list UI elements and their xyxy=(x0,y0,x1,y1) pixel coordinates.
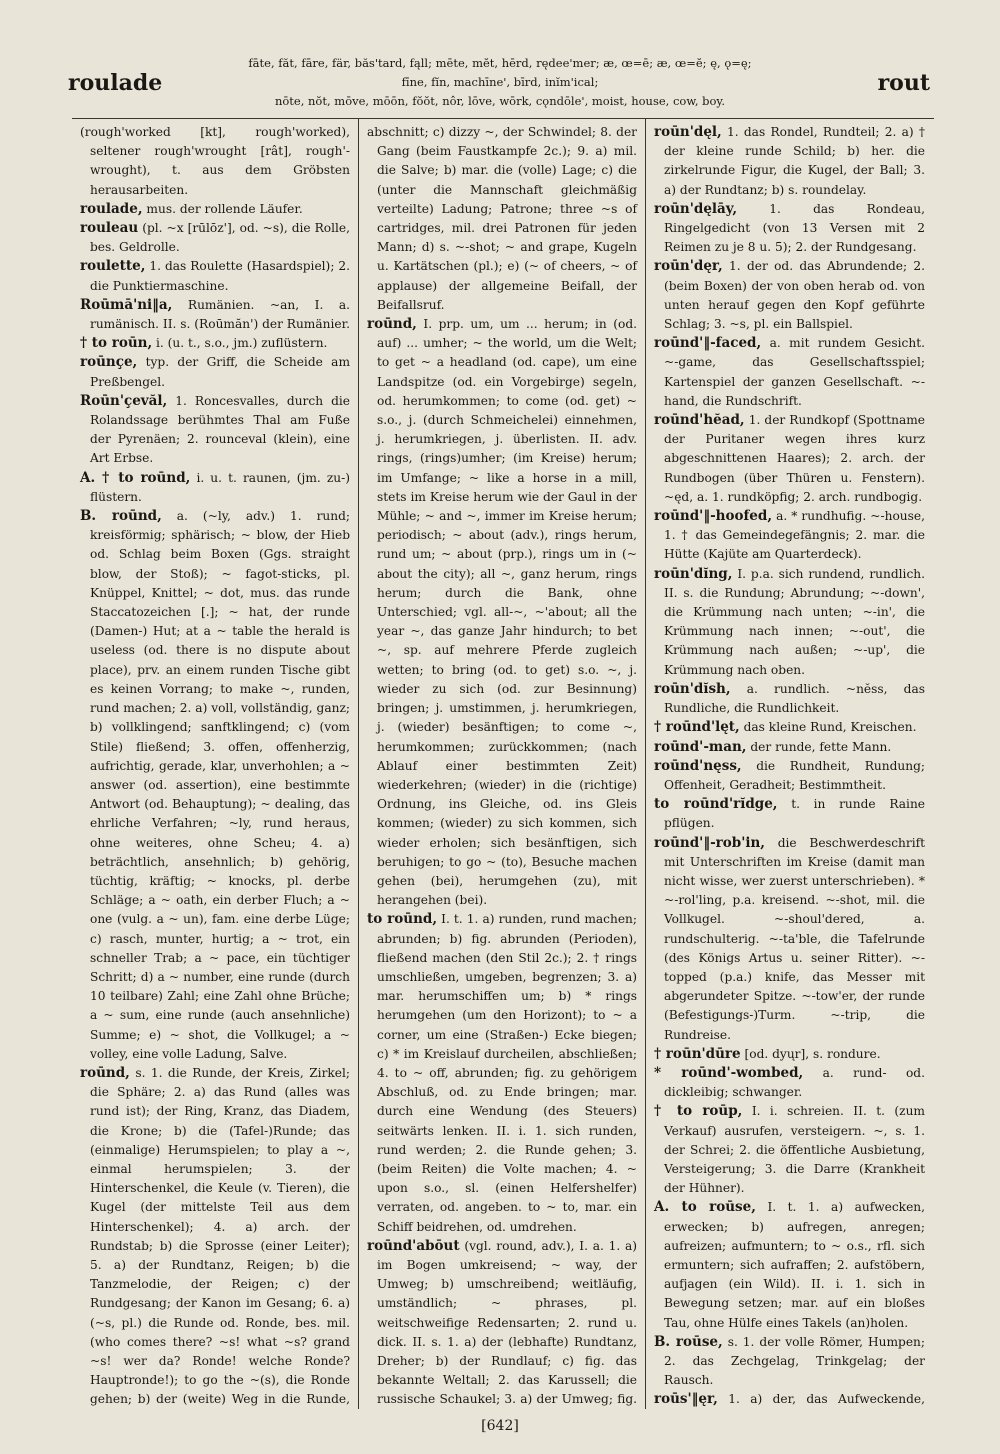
column-3 xyxy=(646,119,933,1409)
column-1 xyxy=(72,119,359,1409)
column-2 xyxy=(359,119,646,1409)
entry-text: a. rundlich. ~nĕss, das Rundliche, die Rundlichkeit. xyxy=(664,681,925,716)
entry-text: (rough'worked [kt], rough'worked), seltener rough'wrought [rât], rough'-wrought), t. aus dem Gröbsten herausarbeiten. xyxy=(80,125,350,197)
dictionary-columns xyxy=(72,118,934,1409)
entry-headword: A. † to roūnd, xyxy=(80,469,191,486)
dictionary-entry xyxy=(367,315,637,910)
entry-text: a. mit rundem Gesicht. ~-game, das Gesellschaftsspiel; Kartenspiel der ganzen Gesellschaft. ~-hand, die Rundschrift. xyxy=(664,336,925,408)
page-number: [642] xyxy=(481,1418,519,1434)
dictionary-entry xyxy=(80,296,350,334)
entry-headword: roūnçe, xyxy=(80,354,138,371)
dictionary-entry xyxy=(80,123,350,200)
entry-headword: † roūnd'lęt, xyxy=(654,719,740,736)
dictionary-entry xyxy=(367,1237,637,1409)
entry-headword: to roūnd'rĭdge, xyxy=(654,796,778,813)
entry-headword: † to roūn, xyxy=(80,335,153,352)
dictionary-entry xyxy=(654,123,925,200)
dictionary-entry xyxy=(80,469,350,507)
dictionary-entry xyxy=(654,411,925,507)
dictionary-entry xyxy=(80,507,350,1064)
pronunciation-key-line: fīne, fĭn, machīne', bīrd, inĭm'ical; xyxy=(401,75,599,89)
entry-text: 1. a) der, das Aufweckende, xyxy=(728,1392,926,1407)
entry-headword: roūn'dęl, xyxy=(654,124,722,140)
dictionary-entry xyxy=(367,123,637,315)
dictionary-entry xyxy=(654,1198,925,1332)
entry-text: s. 1. die Runde, der Kreis, Zirkel; die Sphäre; 2. a) das Rund (alles was rund ist); der Ring, Kranz, das Diadem, die Krone; b) die (Tafel-)Runde; das (einmalige) Herumspielen; to play a ~, einmal herumspielen; 3. der Hinterschenkel, die Keule (v. Tieren), die Kugel (der mittelste Teil aus dem Hinterschenkel); 4. a) arch. der Rundstab; b) die Sprosse (einer Leiter); 5. a) der Rundtanz, Reigen; b) die Tanzmelodie, der Reigen; c) der Rundgesang; der Kanon im Gesang; 6. a) (~s, pl.) die Runde od. Ronde, bes. mil. (who comes there? ~s! what ~s? grand ~s! wer da? Ronde! welche Ronde? Hauptronde!); to go the ~(s), die Ronde gehen; b) der (weite) Weg in die Runde, xyxy=(90,1065,351,1407)
entry-headword: B. roūse, xyxy=(654,1333,723,1350)
dictionary-entry xyxy=(80,200,350,219)
entry-headword: roūnd'‖-hoofed, xyxy=(654,508,773,525)
dictionary-entry xyxy=(654,1102,925,1198)
dictionary-entry xyxy=(654,1333,925,1391)
dictionary-entry xyxy=(80,219,350,257)
entry-text: t. in runde Raine pflügen. xyxy=(664,797,926,831)
dictionary-entry xyxy=(654,334,925,411)
entry-headword: * roūnd'-wombed, xyxy=(654,1064,804,1081)
pronunciation-key-line: nōte, nŏt, mōve, mōōn, fŏŏt, nôr, lōve, wōrk, cǫndōle', moist, house, cow, boy. xyxy=(274,94,726,108)
entry-text: a. rund- od. dickleibig; schwanger. xyxy=(664,1065,925,1100)
entry-text: 1. der Rundkopf (Spottname der Puritaner wegen ihres kurz abgeschnittenen Haares); 2. arch. der Rundbogen (über Thüren u. Fenstern). ~ęd, a. 1. rundköpfig; 2. arch. rundbogig. xyxy=(664,413,926,504)
entry-headword: Roūn'çevăl, xyxy=(80,392,168,409)
entry-text: 1. das Roulette (Hasardspiel); 2. die Punktiermaschine. xyxy=(90,259,351,293)
entry-headword: roūs'‖ęr, xyxy=(654,1391,718,1408)
dictionary-entry xyxy=(80,392,350,469)
entry-text: I. t. 1. a) aufwecken, erwecken; b) aufregen, anregen; aufreizen; aufmuntern; to ~ o.s., rfl. sich ermuntern; sich aufraffen; 2. aufstöbern, aufjagen (ein Wild). II. i. 1. sich in Bewegung setzen; mar. auf ein bloßes Tau, ohne Hülfe eines Takels (an)holen. xyxy=(664,1200,926,1330)
dictionary-entry xyxy=(654,200,925,258)
entry-headword: roūnd'-man, xyxy=(654,738,747,755)
dictionary-entry xyxy=(654,795,925,833)
entry-text: die Rundheit, Rundung; Offenheit, Geradheit; Bestimmtheit. xyxy=(664,758,925,792)
entry-headword: B. roūnd, xyxy=(80,508,162,525)
entry-headword: † to roūp, xyxy=(654,1103,743,1120)
entry-headword: roūn'dĭng, xyxy=(654,565,733,582)
entry-text: mus. der rollende Läufer. xyxy=(146,201,303,216)
entry-text: I. p.a. sich rundend, rundlich. II. s. die Rundung; Abrundung; ~-down', die Krümmung nach unten; ~-in', die Krümmung nach innen; ~-out', die Krümmung nach außen; ~-up', die Krümmung nach oben. xyxy=(664,566,925,677)
dictionary-entry xyxy=(654,1064,925,1102)
entry-headword: roūnd'nęss, xyxy=(654,757,742,774)
dictionary-entry xyxy=(367,910,637,1236)
entry-text: 1. das Rondel, Rundteil; 2. a) † der kleine runde Schild; b) her. die zirkelrunde Figur, die Kugel, der Ball; 3. a) der Rundtanz; b) s. roundelay. xyxy=(664,125,925,197)
entry-headword: Roūmā'ni‖a, xyxy=(80,296,173,313)
entry-text: typ. der Griff, die Scheide am Preßbengel. xyxy=(90,355,350,389)
entry-headword: A. to roūse, xyxy=(654,1199,756,1216)
entry-headword: roūn'dęr, xyxy=(654,258,723,275)
pronunciation-key-line: fāte, făt, fāre, fär, băs'tard, fąll; mēte, mĕt, hērd, rędee'mer; æ, œ=ē; æ, œ=ĕ; ę, ǫ=ę; xyxy=(248,56,752,70)
entry-text: (pl. ~x [rūlōz'], od. ~s), die Rolle, bes. Geldrolle. xyxy=(90,221,350,255)
entry-text: 1. Roncesvalles, durch die Rolandssage berühmtes Thal am Fuße der Pyrenäen; 2. rounceval (klein), eine Art Erbse. xyxy=(90,393,351,466)
entry-text: abschnitt; c) dizzy ~, der Schwindel; 8. der Gang (beim Faustkampfe 2c.); 9. a) mil. die Salve; b) mar. die (volle) Lage; c) die (unter die Mannschaft gleichmäßig verteilte) Ladung; Patrone; three ~s of cartridges, mil. drei Patronen für jeden Mann; d) s. ~-shot; ~ and grape, Kugeln u. Kartätschen (pl.); e) (~ of cheers, ~ of applause) der allgemeine Beifall, der Beifallsruf. xyxy=(367,125,637,312)
entry-headword: roūnd, xyxy=(80,1064,130,1081)
entry-text: 1. der od. das Abrundende; 2. (beim Boxen) der von oben herab od. von unten herauf gegen den Kopf geführte Schlag; 3. ~s, pl. ein Ballspiel. xyxy=(664,259,926,332)
dictionary-entry xyxy=(80,353,350,391)
entry-headword: roulette, xyxy=(80,258,146,275)
entry-headword: roūnd'abōut xyxy=(367,1237,460,1254)
dictionary-entry xyxy=(80,334,350,353)
entry-text: I. i. schreien. II. t. (zum Verkauf) ausrufen, versteigern. ~, s. 1. der Schrei; 2. die öffentliche Ausbietung, Versteigerung; 3. die Darre (Krankheit der Hühner). xyxy=(664,1104,925,1196)
entry-text: (vgl. round, adv.), I. a. 1. a) im Bogen umkreisend; ~ way, der Umweg; b) umschreibend; weitläufig, umständlich; ~ phrases, pl. weitschweifige Redensarten; 2. rund u. dick. II. s. 1. a) der (lebhafte) Rundtanz, Dreher; b) der Rundlauf; c) fig. das bekannte Weltall; 2. das Karussell; die russische Schaukel; 3. a) der Umweg; fig. xyxy=(377,1238,638,1407)
entry-headword: roūn'dęlāy, xyxy=(654,200,738,217)
entry-text: das kleine Rund, Kreischen. xyxy=(743,720,917,735)
entry-text: die Beschwerdeschrift mit Unterschriften im Kreise (damit man nicht wisse, wer zuerst unterschrieben). * ~-rol'ling, p.a. kreisend. ~-shot, mil. die Vollkugel. ~-shoul'dered, a. rundschulterig. ~-ta'ble, die Tafelrunde (des Königs Artus u. seiner Ritter). ~-topped (p.a.) knife, das Messer mit abgerundeter Spitze. ~-tow'er, der runde (Befestigungs-)Turm. ~-trip, die Rundreise. xyxy=(664,835,926,1042)
dictionary-entry xyxy=(654,834,925,1045)
entry-headword: † roūn'dūre xyxy=(654,1045,741,1062)
guide-word-right: rout xyxy=(877,70,930,96)
dictionary-entry xyxy=(654,507,925,565)
dictionary-entry xyxy=(654,565,925,680)
dictionary-entry xyxy=(654,738,925,757)
dictionary-entry xyxy=(654,1390,925,1409)
entry-text: a. (~ly, adv.) 1. rund; kreisförmig; sphärisch; ~ blow, der Hieb od. Schlag beim Boxen (Ggs. straight blow, der Stoß); ~ fagot-sticks, pl. Knüppel, Knittel; ~ dot, mus. das runde Staccatozeichen [.]; ~ hat, der runde (Damen-) Hut; at a ~ table the herald is useless (od. there is no dispute about place), prv. an einem runden Tische gibt es keinen Vorrang; to make ~, runden, rund machen; 2. a) voll, vollständig, ganz; b) vollklingend; sanftklingend; c) (vom Stile) fließend; 3. offen, offenherzig, aufrichtig, gerade, klar, unverhohlen; a ~ answer (od. assertion), eine bestimmte Antwort (od. Behauptung); ~ dealing, das ehrliche Verfahren; ~ly, rund heraus, ohne weiteres, ohne Scheu; 4. a) beträchtlich, ansehnlich; b) gehörig, tüchtig, kräftig; ~ knocks, pl. derbe Schläge; a ~ oath, ein derber Fluch; a ~ one (vulg. a ~ un), fam. eine derbe Lüge; c) rasch, munter, hurtig; a ~ trot, ein schneller Trab; a ~ pace, ein tüchtiger Schritt; d) a ~ number, eine runde (durch 10 teilbare) Zahl; eine Zahl ohne Brüche; a ~ sum, eine runde (auch ansehnliche) Summe; e) ~ shot, die Vollkugel; a ~ volley, eine volle Ladung, Salve. xyxy=(90,509,351,1061)
entry-text: I. prp. um, um ... herum; in (od. auf) ... umher; ~ the world, um die Welt; to get ~ a headland (od. cape), um eine Landspitze (od. ein Vorgebirge) segeln, od. herumkommen; to come (od. get) ~ s.o., j. (durch Schmeichelei) einnehmen, j. herumkriegen, j. überlisten. II. adv. rings, (rings)umher; (im Kreise) herum; im Umfange; ~ like a horse in a mill, stets im Kreise herum wie der Gaul in der Mühle; ~ and ~, immer im Kreise herum; periodisch; ~ about (adv.), rings herum, rund um; ~ about (prp.), rings um in (~ about the city); all ~, ganz herum, rings herum; durch die Bank, ohne Unterschied; vgl. all-~, ~'about; all the year ~, das ganze Jahr hindurch; to bet ~, sp. auf mehrere Pferde zugleich wetten; to bring (od. to get) s.o. ~, j. wieder zu sich (od. zur Besinnung) bringen; j. umstimmen, j. herumkriegen, j. (wieder) besänftigen; to come ~, herumkommen; zurückkommen; (nach Ablauf einer bestimmten Zeit) wiederkehren; (wieder) in die (richtige) Ordnung, ins Gleiche, od. ins Gleis kommen; (wieder) zu sich kommen, sich wieder erholen; sich besänftigen, sich beruhigen; to go ~ (to), Besuche machen gehen (bei), herumgehen (zu), mit herangehen (bei). xyxy=(377,317,638,908)
dictionary-entry xyxy=(654,1045,925,1064)
entry-text: s. 1. der volle Römer, Humpen; 2. das Zechgelag, Trinkgelag; der Rausch. xyxy=(664,1334,925,1388)
dictionary-entry xyxy=(80,257,350,295)
entry-headword: roulade, xyxy=(80,200,143,217)
entry-text: 1. das Rondeau, Ringelgedicht (von 13 Versen mit 2 Reimen zu je 8 u. 5); 2. der Rundgesang. xyxy=(664,201,925,255)
entry-headword: roūnd'‖-rob'in, xyxy=(654,834,766,851)
pronunciation-key xyxy=(210,54,790,111)
entry-text: [od. dyųr], s. rondure. xyxy=(744,1046,881,1061)
entry-text: der runde, fette Mann. xyxy=(750,739,892,754)
entry-text: i. (u. t., s.o., jm.) zuflüstern. xyxy=(156,336,328,351)
entry-text: Rumänien. ~an, I. a. rumänisch. II. s. (Roūmăn') der Rumänier. xyxy=(90,297,351,332)
dictionary-entry xyxy=(654,257,925,334)
entry-text: a. * rundhufig. ~-house, 1. † das Gemeindegefängnis; 2. mar. die Hütte (Kajüte am Quarterdeck). xyxy=(664,509,925,562)
guide-word-left: roulade xyxy=(68,70,163,96)
dictionary-entry xyxy=(654,680,925,718)
dictionary-entry xyxy=(654,718,925,737)
dictionary-entry xyxy=(654,757,925,795)
entry-headword: to roūnd, xyxy=(367,911,438,928)
entry-headword: rouleau xyxy=(80,220,139,237)
entry-text: i. u. t. raunen, (jm. zu-) flüstern. xyxy=(90,470,350,504)
entry-headword: roūnd, xyxy=(367,316,417,333)
entry-headword: roūn'dĭsh, xyxy=(654,680,731,697)
dictionary-entry xyxy=(80,1064,350,1409)
entry-headword: roūnd'hĕad, xyxy=(654,412,745,429)
entry-headword: roūnd'‖-faced, xyxy=(654,335,762,352)
entry-text: I. t. 1. a) runden, rund machen; abrunden; b) fig. abrunden (Perioden), fließend machen (den Stil 2c.); 2. † rings umschließen, umgeben, begrenzen; 3. a) mar. herumschiffen um; b) * rings herumgehen (um den Horizont); to ~ a corner, um eine (Straßen-) Ecke biegen; c) * im Kreislauf durcheilen, abschließen; 4. to ~ off, abrunden; fig. zu gehörigem Abschluß, od. zu Ende bringen; mar. durch eine Wendung (des Steuers) seitwärts lenken. II. i. 1. sich runden, rund werden; 2. die Runde gehen; 3. (beim Reiten) die Volte machen; 4. ~ upon s.o., sl. (einen Helfershelfer) verraten, od. angeben. to ~ to, mar. ein Schiff beidrehen, od. umdrehen. xyxy=(377,912,638,1234)
